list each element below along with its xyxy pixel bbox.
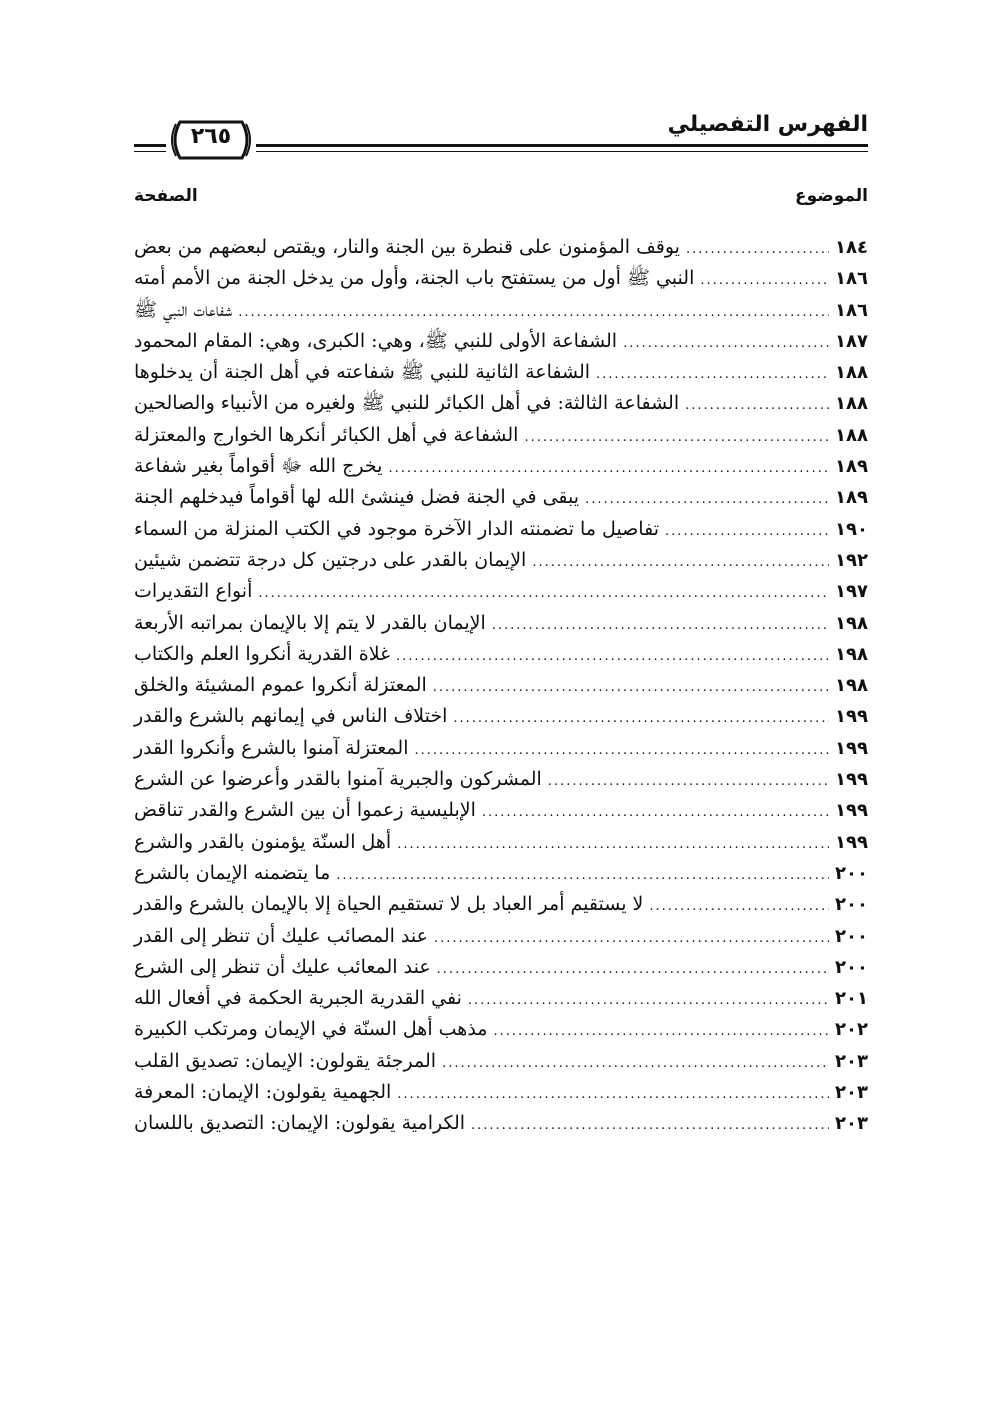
dot-leader: [548, 766, 829, 797]
toc-entry-page: ١٨٨: [835, 424, 868, 446]
toc-entry: [134, 263, 868, 294]
toc-entry: [134, 545, 868, 576]
dot-leader: [397, 829, 829, 860]
dot-leader: [396, 641, 829, 672]
toc-entry: [134, 388, 868, 419]
dot-leader: [433, 672, 829, 703]
toc-entry: [134, 921, 868, 952]
toc-entry-page: ١٨٨: [835, 362, 868, 384]
toc-entry-page: ١٩٠: [835, 518, 868, 540]
toc-list: [134, 232, 868, 1140]
toc-entry-page: ١٩٩: [835, 800, 868, 822]
running-header-title: الفهرس التفصيلي: [667, 112, 868, 137]
dot-leader: [442, 1048, 829, 1079]
page-number-frame: [166, 116, 256, 164]
column-heading-topic: الموضوع: [795, 186, 868, 206]
toc-entry-title: يوقف المؤمنون على قنطرة بين الجنة والنار، ويقتص لبعضهم من بعض: [134, 236, 680, 258]
toc-entry-title: عند المعائب عليك أن تنظر إلى الشرع: [134, 955, 431, 978]
toc-entry: [134, 701, 868, 732]
dot-leader: [649, 891, 829, 922]
toc-entry: [134, 576, 868, 607]
toc-entry-title: المرجئة يقولون: الإيمان: تصديق القلب: [134, 1049, 437, 1072]
dot-leader: [397, 1079, 829, 1110]
toc-entry-page: ١٨٩: [835, 456, 868, 478]
toc-entry: [134, 420, 868, 451]
dot-leader: [434, 923, 829, 954]
toc-entry-page: ١٩٨: [835, 675, 868, 697]
toc-entry-title: غلاة القدرية أنكروا العلم والكتاب: [134, 642, 390, 665]
toc-entry: [134, 858, 868, 889]
toc-entry-title: الشفاعة الثانية للنبي ﷺ شفاعته في أهل الجنة أن يدخلوها: [134, 361, 591, 384]
toc-entry-page: ٢٠٣: [835, 1113, 868, 1135]
toc-entry-page: ١٨٨: [835, 393, 868, 415]
toc-entry-title: تفاصيل ما تضمنته الدار الآخرة موجود في الكتب المنزلة من السماء: [134, 517, 659, 540]
dot-leader: [532, 547, 829, 578]
toc-entry: [134, 795, 868, 826]
toc-entry: [134, 1077, 868, 1108]
toc-entry-page: ٢٠٢: [835, 1019, 868, 1041]
toc-entry: [134, 451, 868, 482]
dot-leader: [482, 797, 829, 828]
toc-entry: [134, 295, 868, 326]
toc-entry-title: النبي ﷺ أول من يستفتح باب الجنة، وأول من يدخل الجنة من الأمم أمته: [134, 267, 695, 290]
toc-entry: [134, 889, 868, 920]
dot-leader: [585, 484, 829, 515]
toc-entry: [134, 670, 868, 701]
toc-entry: [134, 608, 868, 639]
dot-leader: [258, 578, 829, 609]
toc-entry: [134, 482, 868, 513]
dot-leader: [468, 985, 829, 1016]
dot-leader: [686, 234, 829, 265]
toc-entry: [134, 232, 868, 263]
toc-entry-title: الإيمان بالقدر لا يتم إلا بالإيمان بمراتبه الأربعة: [134, 611, 486, 634]
toc-entry: [134, 827, 868, 858]
toc-entry-page: ١٩٢: [835, 549, 868, 571]
toc-entry-title: نفي القدرية الجبرية الحكمة في أفعال الله: [134, 987, 462, 1010]
dot-leader: [492, 610, 829, 641]
toc-entry-title: الجهمية يقولون: الإيمان: المعرفة: [134, 1081, 392, 1104]
toc-entry-page: ١٨٦: [835, 268, 868, 290]
toc-entry-title: الإبليسية زعموا أن بين الشرع والقدر تناقض: [134, 799, 476, 822]
toc-entry-title: الشفاعة في أهل الكبائر أنكرها الخوارج والمعتزلة: [134, 423, 519, 446]
toc-entry: [134, 733, 868, 764]
dot-leader: [471, 1110, 829, 1141]
dot-leader: [453, 703, 829, 734]
toc-entry: [134, 1014, 868, 1045]
toc-entry-title: يبقى في الجنة فضل فينشئ الله لها أقواماً فيدخلهم الجنة: [134, 486, 580, 509]
toc-entry-page: ١٩٧: [835, 581, 868, 603]
toc-entry-page: ١٨٧: [835, 330, 868, 352]
dot-leader: [388, 453, 829, 484]
toc-entry: [134, 952, 868, 983]
toc-entry-title: الشفاعة الثالثة: في أهل الكبائر للنبي ﷺ ولغيره من الأنبياء والصالحين: [134, 392, 680, 415]
dot-leader: [238, 297, 829, 328]
toc-entry-title: ما يتضمنه الإيمان بالشرع: [134, 861, 331, 884]
toc-entry: [134, 357, 868, 388]
dot-leader: [596, 359, 829, 390]
toc-entry-title: الكرامية يقولون: الإيمان: التصديق باللسان: [134, 1112, 466, 1135]
toc-entry-page: ١٩٩: [835, 737, 868, 759]
toc-entry-title: المشركون والجبرية آمنوا بالقدر وأعرضوا عن الشرع: [134, 768, 542, 791]
dot-leader: [623, 328, 829, 359]
toc-entry-page: ١٩٩: [835, 831, 868, 853]
toc-entry-title: لا يستقيم أمر العباد بل لا تستقيم الحياة إلا بالإيمان بالشرع والقدر: [134, 893, 644, 916]
toc-entry-title: عند المصائب عليك أن تنظر إلى القدر: [134, 924, 428, 947]
toc-entry-page: ٢٠٠: [835, 956, 868, 978]
toc-entry-title: المعتزلة آمنوا بالشرع وأنكروا القدر: [134, 736, 409, 759]
toc-entry: [134, 764, 868, 795]
toc-entry: [134, 639, 868, 670]
toc-entry: [134, 983, 868, 1014]
page-number: ٢٦٥: [190, 124, 232, 149]
toc-entry-page: ١٩٩: [835, 769, 868, 791]
toc-entry: [134, 1046, 868, 1077]
toc-entry-page: ١٨٩: [835, 487, 868, 509]
toc-entry-page: ٢٠٣: [835, 1082, 868, 1104]
header-rule-left: [134, 144, 166, 152]
dot-leader: [524, 422, 829, 453]
toc-entry-title: المعتزلة أنكروا عموم المشيئة والخلق: [134, 674, 427, 697]
toc-entry: [134, 514, 868, 545]
toc-entry-title: مذهب أهل السنّة في الإيمان ومرتكب الكبيرة: [134, 1018, 488, 1041]
toc-entry-page: ١٩٩: [835, 706, 868, 728]
toc-entry-title: الشفاعة الأولى للنبي ﷺ، وهي: الكبرى، وهي: المقام المحمود: [134, 329, 618, 352]
dot-leader: [493, 1016, 829, 1047]
toc-entry-page: ٢٠٠: [835, 894, 868, 916]
toc-entry-page: ١٨٦: [835, 299, 868, 321]
toc-entry-page: ٢٠١: [835, 988, 868, 1010]
toc-entry-title: الإيمان بالقدر على درجتين كل درجة تتضمن شيئين: [134, 548, 527, 571]
dot-leader: [665, 516, 829, 547]
toc-entry: [134, 326, 868, 357]
toc-entry-title: أهل السنّة يؤمنون بالقدر والشرع: [134, 830, 392, 853]
toc-entry-page: ٢٠٠: [835, 925, 868, 947]
toc-entry: [134, 1108, 868, 1139]
toc-entry-title: اختلاف الناس في إيمانهم بالشرع والقدر: [134, 705, 448, 728]
toc-entry-page: ١٩٨: [835, 612, 868, 634]
toc-entry-title: يخرج الله ﷻ أقواماً بغير شفاعة: [134, 455, 383, 478]
toc-entry-page: ٢٠٠: [835, 862, 868, 884]
dot-leader: [437, 954, 829, 985]
toc-entry-page: ١٩٨: [835, 643, 868, 665]
dot-leader: [685, 390, 829, 421]
dot-leader: [336, 860, 829, 891]
column-heading-page: الصفحة: [134, 186, 198, 206]
dot-leader: [415, 735, 830, 766]
toc-entry-page: ٢٠٣: [835, 1050, 868, 1072]
dot-leader: [700, 265, 829, 296]
header-rule: [256, 144, 868, 152]
toc-entry-page: ١٨٤: [835, 237, 868, 258]
toc-entry-title: شفاعات النبي ﷺ: [134, 298, 233, 321]
toc-entry-title: أنواع التقديرات: [134, 580, 253, 603]
